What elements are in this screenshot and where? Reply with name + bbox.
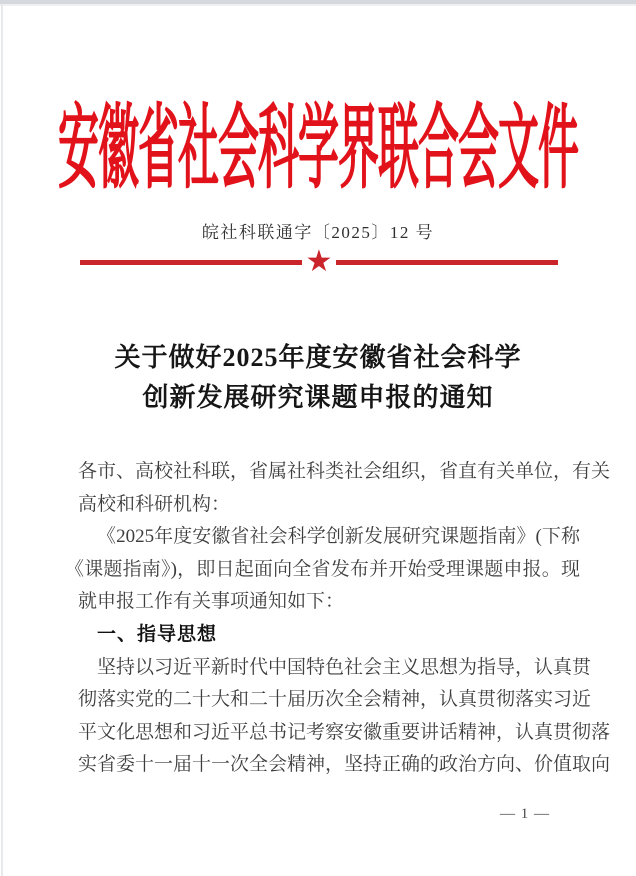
- section-heading: 一、指导思想: [97, 623, 218, 645]
- document-number: 皖社科联通字〔2025〕12 号: [201, 223, 435, 242]
- letterhead-title: 安徽省社会科学界联合会文件: [58, 96, 578, 200]
- body-line: 平文化思想和习近平总书记考察安徽重要讲话精神，认真贯彻落: [78, 721, 611, 743]
- document-title: [0, 338, 636, 418]
- letterhead-wrap: [0, 90, 636, 200]
- document-title-line-2: 创新发展研究课题申报的通知: [142, 383, 494, 412]
- star-icon: ★: [305, 244, 333, 279]
- red-divider: [80, 246, 558, 278]
- document-title-line-1: 关于做好2025年度安徽省社会科学: [114, 343, 522, 372]
- page-edge-top-soft: [0, 4, 636, 6]
- red-rule-right: [336, 260, 558, 265]
- body-line: 《2025年度安徽省社会科学创新发展研究课题指南》(下称: [97, 526, 580, 548]
- body-line: 彻落实党的二十大和二十届历次全会精神，认真贯彻落实习近: [78, 689, 592, 711]
- document-body: [65, 456, 611, 782]
- body-line: 各市、高校社科联，省属社科类社会组织，省直有关单位，有关: [78, 461, 611, 482]
- body-line: 坚持以习近平新时代中国特色社会主义思想为指导，认真贯: [97, 656, 592, 678]
- body-line: 就申报工作有关事项通知如下：: [78, 591, 345, 613]
- body-line: 实省委十一届十一次全会精神，坚持正确的政治方向、价值取向: [78, 754, 611, 776]
- body-line: 高校和科研机构：: [78, 493, 231, 515]
- page-number: — 1 —: [500, 806, 550, 822]
- red-rule-left: [80, 260, 302, 265]
- body-line: 《课题指南》)，即日起面向全省发布并开始受理课题申报。现: [65, 558, 580, 580]
